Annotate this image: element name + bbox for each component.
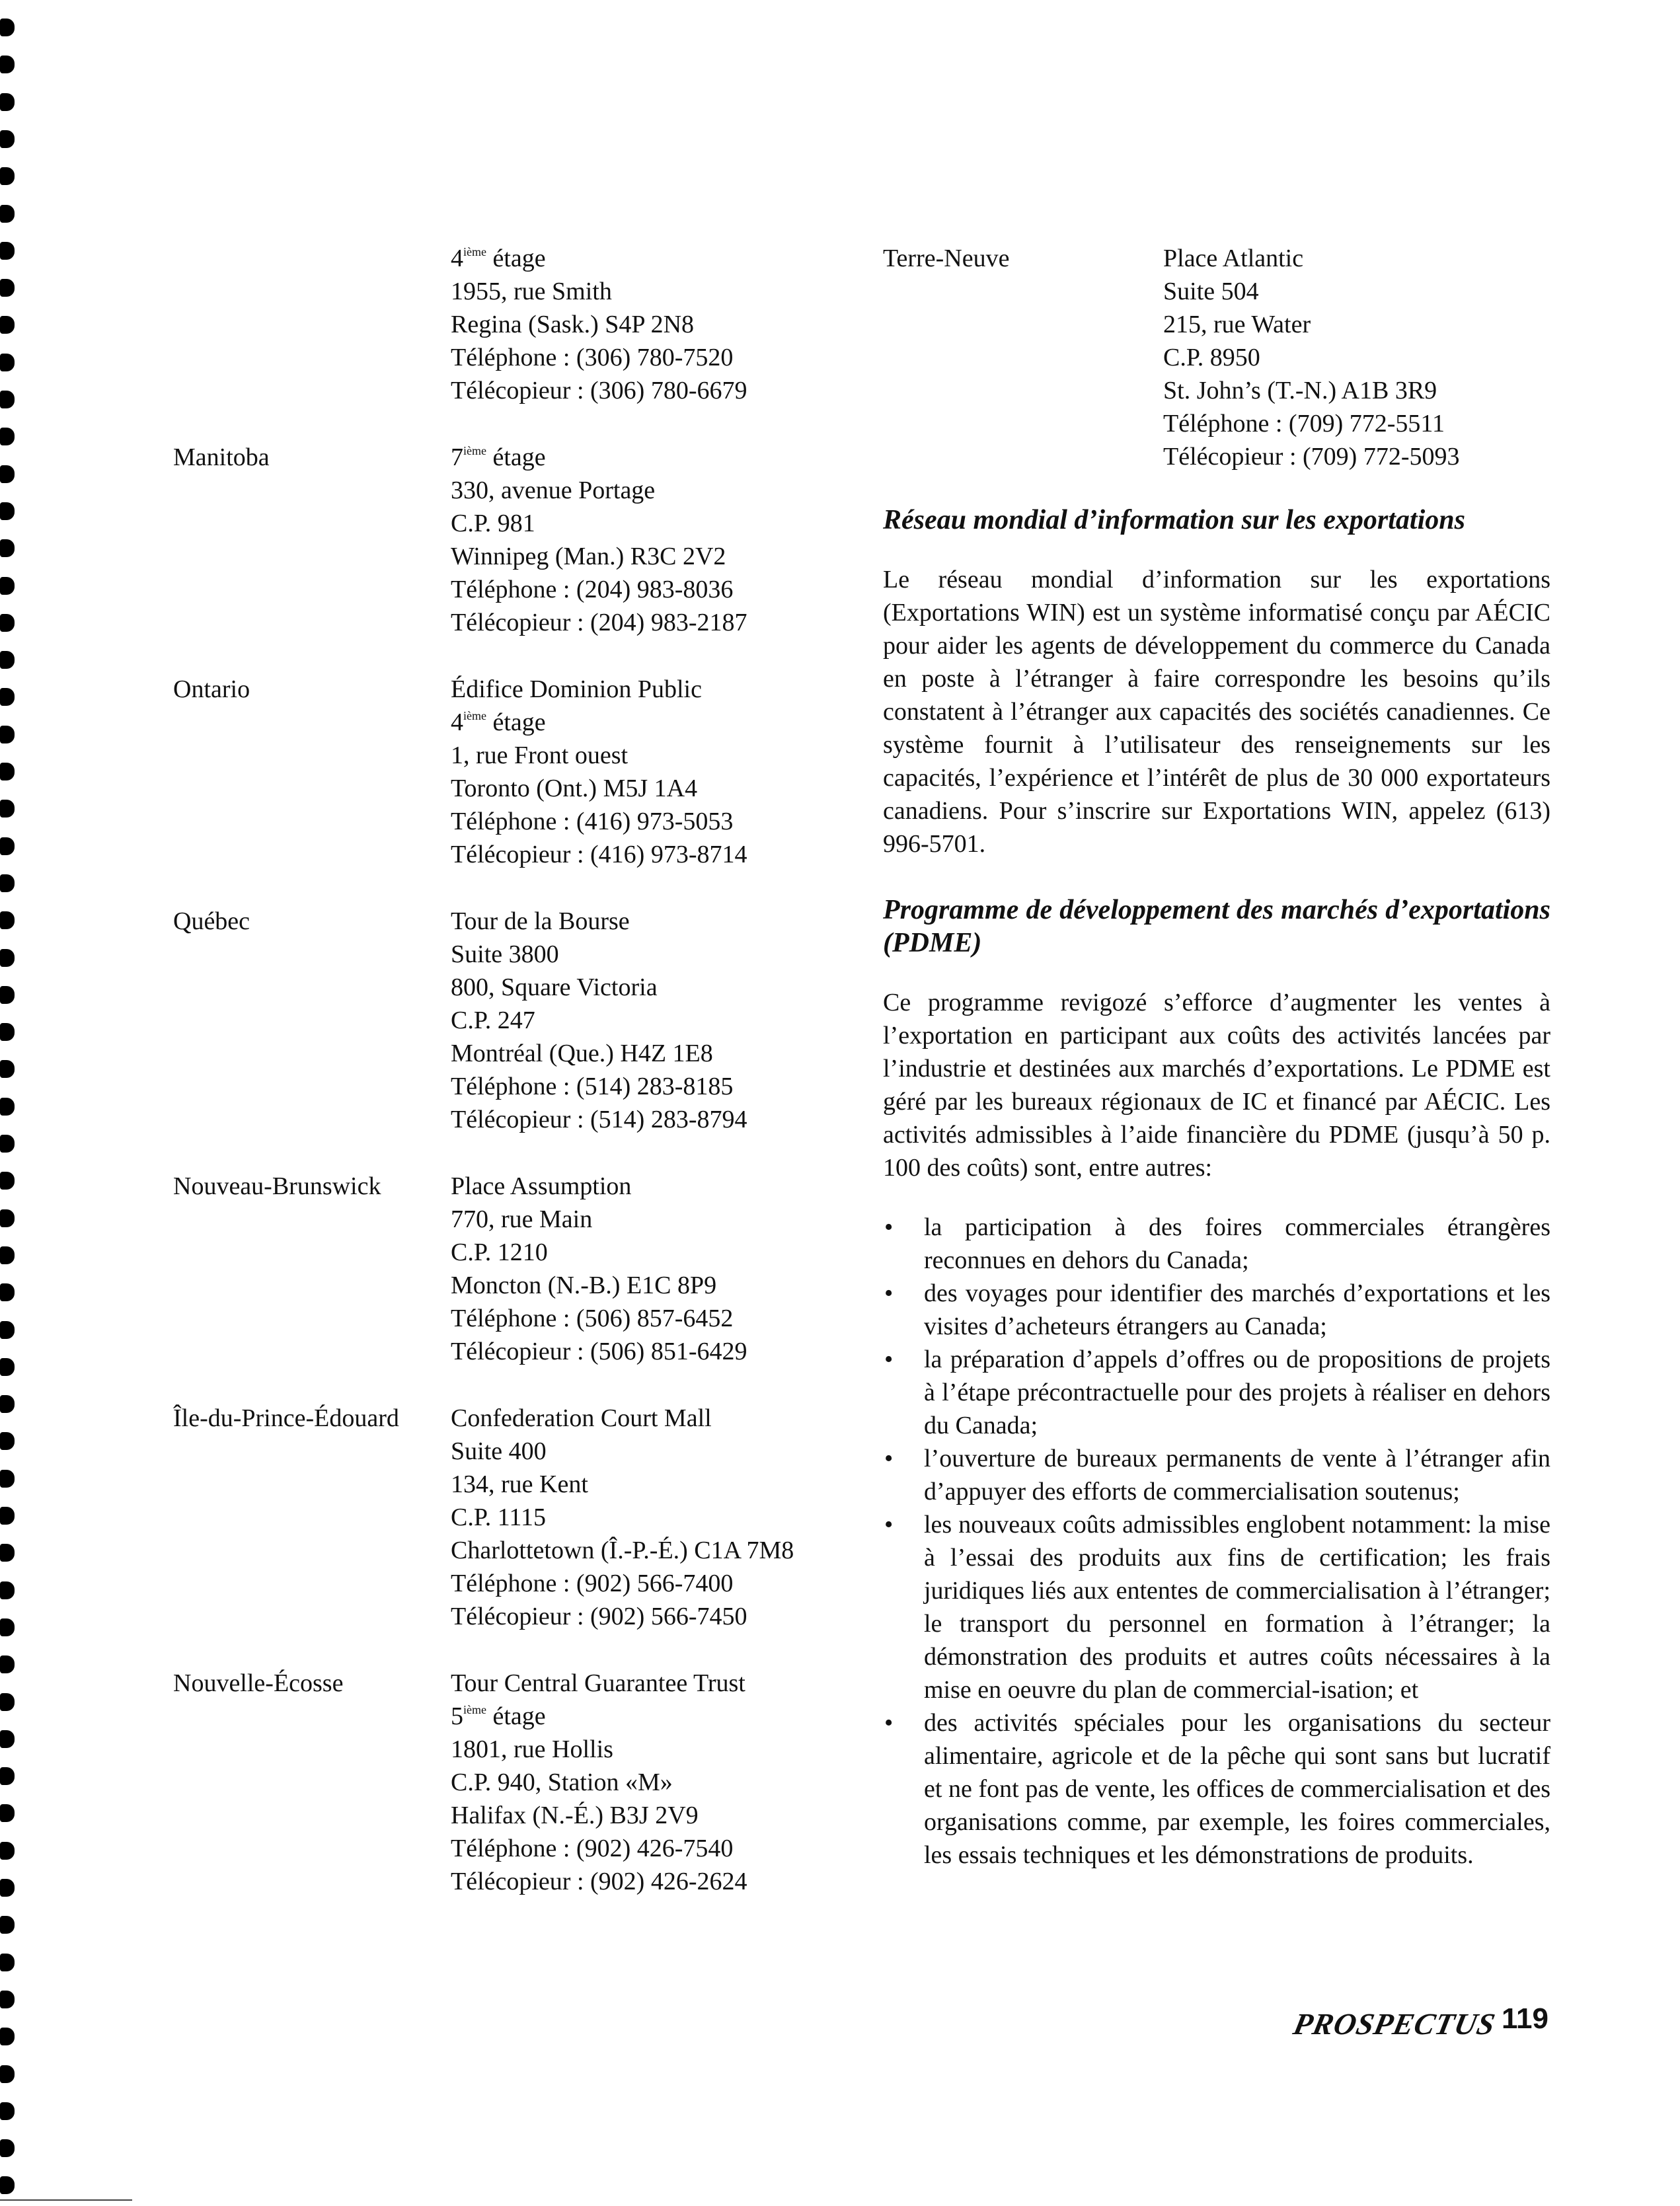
prospectus-logo: PROSPECTUS [1290, 2007, 1499, 2041]
address-line: St. John’s (T.-N.) A1B 3R9 [1163, 377, 1437, 404]
page-number: 119 [1502, 2002, 1548, 2035]
address-line: Télécopieur : (506) 851-6429 [451, 1338, 747, 1365]
address-line: Télécopieur : (204) 983-2187 [451, 609, 747, 636]
list-item: • des activités spéciales pour les organisations du secteur alimentaire, agricole et de la pêche qui sont sans but lucratif et ne font pas de vente, les offices de commercialisation et des organisations comme, par exemple, les foires commerciales, les essais techniques et les démonstrations de produits. [883, 1706, 1550, 1872]
list-item: • la participation à des foires commerciales étrangères reconnues en dehors du Canada; [883, 1211, 1550, 1277]
binding-hole [0, 56, 15, 73]
binding-hole [0, 1358, 15, 1376]
address-line: Place Atlantic [1163, 245, 1304, 272]
address-line: 1, rue Front ouest [451, 742, 629, 769]
binding-hole [0, 911, 15, 929]
binding-hole [0, 726, 15, 743]
address-line: Regina (Sask.) S4P 2N8 [451, 311, 695, 338]
address-line: Moncton (N.-B.) E1C 8P9 [451, 1272, 717, 1299]
list-item: • la préparation d’appels d’offres ou de propositions de projets à l’étape précontractuelle pour des projets à réaliser en dehors du Canada; [883, 1343, 1550, 1442]
bullet-icon: • [884, 1279, 894, 1307]
binding-hole [0, 1954, 15, 1971]
binding-hole [0, 1321, 15, 1339]
binding-hole [0, 651, 15, 669]
spiral-binding [0, 0, 26, 2206]
address-line: Suite 3800 [451, 940, 559, 968]
binding-hole [0, 763, 15, 780]
address-line: Suite 504 [1163, 278, 1259, 305]
binding-hole [0, 1172, 15, 1190]
address-line: Confederation Court Mall [451, 1404, 712, 1432]
binding-hole [0, 242, 15, 260]
binding-hole [0, 428, 15, 445]
address-line: Téléphone : (902) 426-7540 [451, 1835, 734, 1862]
office-address [451, 1667, 867, 1898]
binding-hole [0, 1804, 15, 1822]
binding-hole [0, 1916, 15, 1934]
list-item: • l’ouverture de bureaux permanents de vente à l’étranger afin d’appuyer des efforts de commercialisation soutenus; [883, 1442, 1550, 1508]
address-line: 1955, rue Smith [451, 278, 612, 305]
office-entry [173, 1667, 867, 1898]
binding-hole [0, 986, 15, 1004]
address-line: Winnipeg (Man.) R3C 2V2 [451, 543, 726, 570]
binding-hole [0, 1581, 15, 1599]
office-entry [173, 441, 867, 639]
office-entry [173, 1402, 867, 1633]
list-item: • des voyages pour identifier des marchés d’exportations et les visites d’acheteurs étrangers au Canada; [883, 1277, 1550, 1343]
binding-hole [0, 1060, 15, 1078]
province-name: Manitoba [173, 443, 270, 471]
binding-hole [0, 2028, 15, 2045]
binding-hole [0, 688, 15, 706]
binding-hole [0, 167, 15, 185]
binding-hole [0, 874, 15, 892]
section-heading-win: Réseau mondial d’information sur les exportations [883, 505, 1465, 535]
binding-hole [0, 1246, 15, 1264]
address-line: Téléphone : (204) 983-8036 [451, 576, 734, 603]
binding-hole [0, 2102, 15, 2120]
address-line: 4ième étage [451, 245, 546, 272]
binding-hole [0, 316, 15, 334]
left-column [173, 242, 867, 1932]
binding-hole [0, 1842, 15, 1860]
binding-hole [0, 949, 15, 967]
address-line: Télécopieur : (306) 780-6679 [451, 377, 747, 404]
address-line: C.P. 1210 [451, 1238, 548, 1266]
binding-hole [0, 465, 15, 483]
binding-hole [0, 614, 15, 632]
right-column [883, 242, 1550, 1872]
address-line: Place Assumption [451, 1172, 632, 1200]
address-line: Suite 400 [451, 1437, 547, 1465]
binding-hole [0, 1209, 15, 1227]
address-line: Montréal (Que.) H4Z 1E8 [451, 1040, 713, 1067]
office-address [451, 1402, 867, 1633]
binding-hole [0, 1693, 15, 1711]
office-entry [173, 905, 867, 1136]
address-line: Toronto (Ont.) M5J 1A4 [451, 775, 698, 802]
office-address [1163, 242, 1550, 473]
office-address [451, 673, 867, 871]
section-heading-pdme: Programme de développement des marchés d’exportations (PDME) [883, 895, 1550, 958]
binding-hole [0, 1135, 15, 1153]
address-line: Téléphone : (902) 566-7400 [451, 1570, 734, 1597]
binding-hole [0, 1991, 15, 2008]
address-line: Tour de la Bourse [451, 907, 630, 935]
address-line: Charlottetown (Î.-P.-É.) C1A 7M8 [451, 1537, 794, 1564]
binding-hole [0, 19, 15, 36]
province-name: Île-du-Prince-Édouard [173, 1404, 399, 1432]
binding-hole [0, 1432, 15, 1450]
address-line: Télécopieur : (416) 973-8714 [451, 841, 747, 868]
address-line: 770, rue Main [451, 1205, 593, 1233]
address-line: Téléphone : (506) 857-6452 [451, 1305, 734, 1332]
bullet-icon: • [884, 1709, 894, 1737]
section-paragraph-win: Le réseau mondial d’information sur les exportations (Exportations WIN) est un système informatisé conçu par AÉCIC pour aider les agents de développement du commerce du Canada en poste à l’étranger à faire correspondre les besoins qu’ils constatent à l’étranger aux capacités des sociétés canadiennes. Ce système fournit à l’utilisateur des renseignements sur les capacités, l’expérience et l’intérêt de plus de 30 000 exportateurs canadiens. Pour s’inscrire sur Exportations WIN, appelez (613) 996-5701. [883, 566, 1550, 858]
address-line: Édifice Dominion Public [451, 675, 702, 703]
address-line: C.P. 8950 [1163, 344, 1260, 371]
binding-hole [0, 1730, 15, 1748]
address-line: Télécopieur : (514) 283-8794 [451, 1106, 747, 1133]
binding-hole [0, 539, 15, 557]
address-line: 4ième étage [451, 708, 546, 736]
address-line: Téléphone : (306) 780-7520 [451, 344, 734, 371]
binding-hole [0, 800, 15, 818]
office-address [451, 441, 867, 639]
address-line: C.P. 1115 [451, 1503, 546, 1531]
office-address [451, 242, 867, 407]
address-line: 800, Square Victoria [451, 973, 658, 1001]
binding-hole [0, 391, 15, 408]
bullet-icon: • [884, 1511, 894, 1539]
province-name: Ontario [173, 675, 250, 703]
binding-hole [0, 2065, 15, 2083]
address-line: Tour Central Guarantee Trust [451, 1669, 745, 1697]
province-name: Nouvelle-Écosse [173, 1669, 344, 1697]
binding-hole [0, 2176, 15, 2194]
office-address [451, 1170, 867, 1368]
address-line: 7ième étage [451, 443, 546, 471]
binding-hole [0, 1544, 15, 1562]
binding-hole [0, 279, 15, 297]
address-line: Télécopieur : (902) 426-2624 [451, 1868, 747, 1895]
address-line: 330, avenue Portage [451, 476, 656, 504]
binding-hole [0, 1098, 15, 1116]
address-line: 5ième étage [451, 1702, 546, 1730]
address-line: Télécopieur : (902) 566-7450 [451, 1603, 747, 1630]
binding-hole [0, 577, 15, 595]
address-line: C.P. 247 [451, 1007, 535, 1034]
section-paragraph-pdme: Ce programme revigozé s’efforce d’augmenter les ventes à l’exportation en participant aux coûts des activités lancées par l’industrie et destinées aux marchés d’exportations. Le PDME est géré par les bureaux régionaux de IC et financé par AÉCIC. Les activités admissibles à l’aide financière du PDME (jusqu’à 50 p. 100 des coûts) sont, entre autres: [883, 989, 1550, 1182]
list-item: • les nouveaux coûts admissibles englobent notamment: la mise à l’essai des produits aux fins de certification; les frais juridiques liés aux ententes de commercialisation à l’étranger; le transport du personnel en formation à l’étranger; la démonstration des produits et autres coûts nécessaires à la mise en oeuvre du plan de commercial-isation; et [883, 1508, 1550, 1706]
binding-hole [0, 1879, 15, 1897]
office-entry [173, 242, 867, 407]
binding-hole [0, 1395, 15, 1413]
binding-hole [0, 1470, 15, 1488]
address-line: Halifax (N.-É.) B3J 2V9 [451, 1802, 699, 1829]
binding-hole [0, 1767, 15, 1785]
office-entry-terre-neuve [883, 242, 1550, 473]
address-line: 215, rue Water [1163, 311, 1311, 338]
address-line: Téléphone : (709) 772-5511 [1163, 410, 1445, 437]
binding-hole [0, 1023, 15, 1041]
binding-hole [0, 1507, 15, 1525]
address-line: Télécopieur : (709) 772-5093 [1163, 443, 1460, 471]
binding-hole [0, 502, 15, 520]
binding-hole [0, 1655, 15, 1673]
binding-hole [0, 205, 15, 223]
address-line: Téléphone : (514) 283-8185 [451, 1073, 734, 1100]
eligible-activities-list [883, 1211, 1550, 1872]
address-line: 1801, rue Hollis [451, 1735, 613, 1763]
bullet-icon: • [884, 1213, 894, 1241]
province-name: Québec [173, 907, 250, 935]
bottom-rule [0, 2199, 132, 2201]
binding-hole [0, 1283, 15, 1301]
office-entry [173, 673, 867, 871]
binding-hole [0, 130, 15, 148]
office-entry [173, 1170, 867, 1368]
binding-hole [0, 354, 15, 371]
office-address [451, 905, 867, 1136]
binding-hole [0, 93, 15, 111]
address-line: 134, rue Kent [451, 1470, 588, 1498]
address-line: C.P. 940, Station «M» [451, 1769, 673, 1796]
province-name: Terre-Neuve [883, 245, 1010, 272]
bullet-icon: • [884, 1346, 894, 1373]
binding-hole [0, 1618, 15, 1636]
bullet-icon: • [884, 1445, 894, 1472]
address-line: C.P. 981 [451, 510, 535, 537]
address-line: Téléphone : (416) 973-5053 [451, 808, 734, 835]
province-name: Nouveau-Brunswick [173, 1172, 381, 1200]
binding-hole [0, 837, 15, 855]
binding-hole [0, 2139, 15, 2157]
